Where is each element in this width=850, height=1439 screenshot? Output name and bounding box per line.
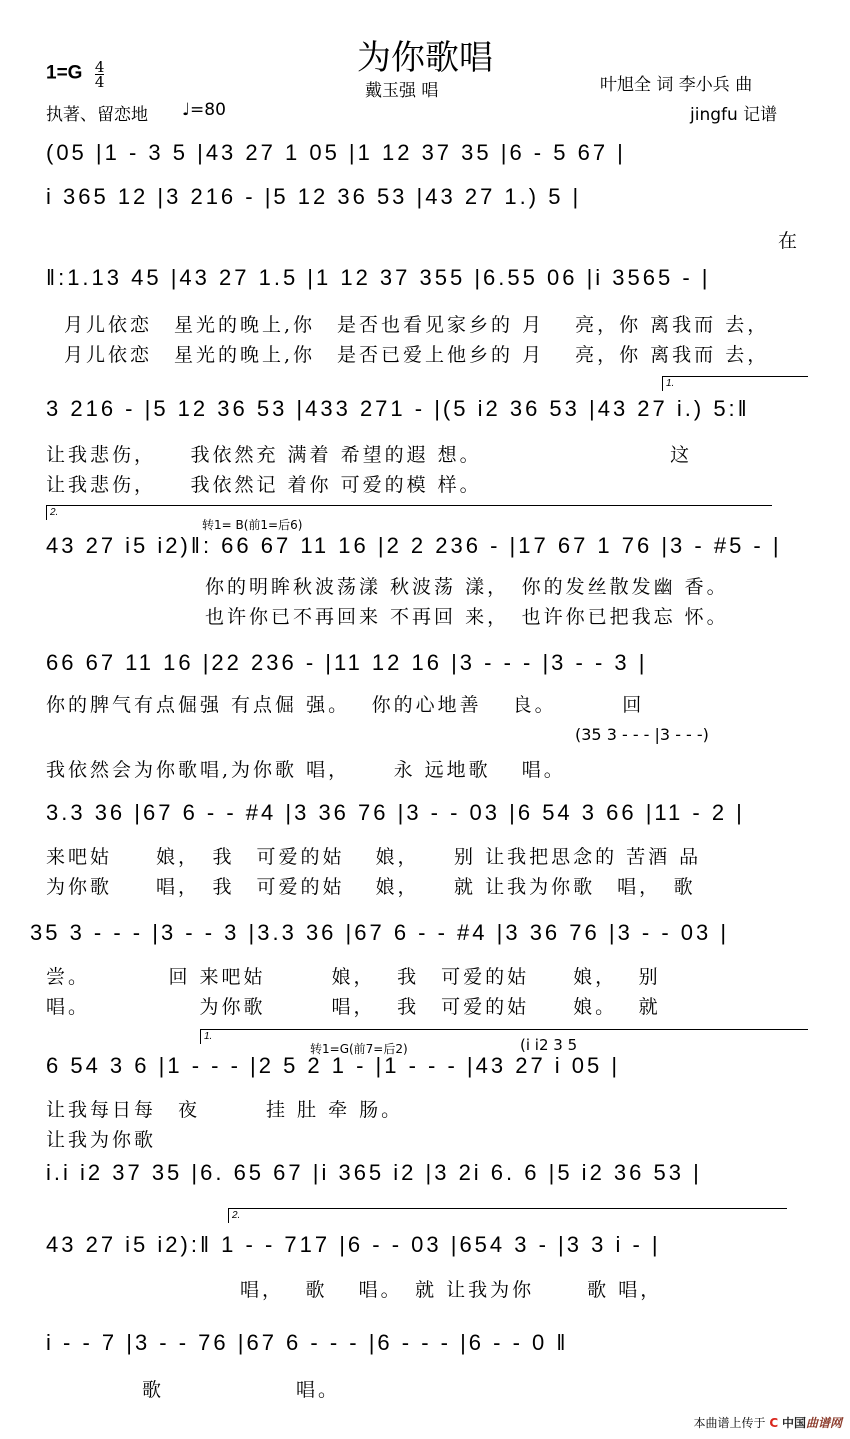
- score-line-8: 35 3 - - - |3 - - 3 |3.3 36 |67 6 - - #4 |3 36 76 |3 - - 03 |: [30, 920, 730, 945]
- score-line-9: 6 54 3 6 |1 - - - |2 5 2 1 - |1 - - - |43 27 i 05 |: [46, 1053, 621, 1078]
- credits: 叶旭全 词 李小兵 曲: [600, 75, 753, 95]
- time-signature: $\frac{4}{4}$: [94, 58, 105, 91]
- song-title: 为你歌唱: [357, 38, 493, 78]
- lyric-line: 你的明眸秋波荡漾 秋波荡 漾， 你的发丝散发幽 香。: [205, 576, 729, 598]
- lyric-line: 月儿依恋 星光的晚上,你 是否已爱上他乡的 月 亮，你 离我而 去，: [64, 344, 770, 366]
- modulation-note: 转1= B(前1=后6): [202, 518, 303, 532]
- footer-credit: [693, 1414, 842, 1431]
- lyric-line: 让我悲伤， 我依然记 着你 可爱的模 样。: [46, 474, 482, 496]
- lyric-line: 为你歌 唱， 我 可爱的姑 娘， 就 让我为你歌 唱， 歌: [46, 876, 696, 898]
- lyric-line: 让我每日每 夜 挂 肚 牵 肠。: [46, 1099, 404, 1121]
- expression: 执著、留恋地: [46, 105, 148, 125]
- score-line-11: 43 27 i5 i2):‖ 1 - - 717 |6 - - 03 |654 3 - |3 3 i - |: [46, 1232, 661, 1257]
- score-line-12: i - - 7 |3 - - 76 |67 6 - - - |6 - - - |6 - - 0 ‖: [46, 1330, 569, 1355]
- lyric-line: 月儿依恋 星光的晚上,你 是否也看见家乡的 月 亮，你 离我而 去，: [64, 314, 770, 336]
- volta-bracket: 1.: [662, 376, 808, 391]
- key-signature: [46, 60, 104, 89]
- site-name-a[interactable]: 中国: [781, 1416, 806, 1430]
- volta-bracket: 2.: [46, 505, 772, 520]
- modulation-note: 转1=G(前7=后2): [310, 1042, 408, 1056]
- transcriber: jingfu 记谱: [690, 105, 778, 125]
- tempo: ♩=80: [182, 100, 226, 120]
- score-line-10: i.i i2 37 35 |6. 65 67 |i 365 i2 |3 2i 6. 6 |5 i2 36 53 |: [46, 1160, 702, 1185]
- site-name-b[interactable]: 曲谱网: [805, 1416, 842, 1430]
- lyric-line: 也许你已不再回来 不再回 来， 也许你已把我忘 怀。: [205, 606, 729, 628]
- score-line-7: 3.3 36 |67 6 - - #4 |3 36 76 |3 - - 03 |6 54 3 66 |11 - 2 |: [46, 800, 745, 825]
- lyric-line: 我依然会为你歌唱,为你歌 唱， 永 远地歌 唱。: [46, 759, 566, 781]
- lyric-line: 唱。 为你歌 唱， 我 可爱的姑 娘。 就: [46, 996, 661, 1018]
- score-line-5: 43 27 i5 i2)‖: 66 67 11 16 |2 2 236 - |17 67 1 76 |3 - #5 - |: [46, 533, 782, 558]
- upload-text: 本曲谱上传于: [693, 1416, 766, 1430]
- lyric-line: 在: [778, 230, 801, 252]
- lyric-line: 来吧姑 娘， 我 可爱的姑 娘， 别 让我把思念的 苦酒 品: [46, 846, 702, 868]
- lyric-line: 让我悲伤， 我依然充 满着 希望的遐 想。 这: [46, 444, 693, 466]
- site-logo-icon: C: [769, 1416, 779, 1430]
- lyric-line: 歌 唱。: [142, 1379, 341, 1401]
- score-line-3: ‖:1.13 45 |43 27 1.5 |1 12 37 355 |6.55 06 |i 3565 - |: [46, 265, 711, 290]
- aside-phrase: (35 3 - - - |3 - - -): [575, 725, 709, 744]
- volta-bracket: 2.: [228, 1208, 787, 1223]
- singer: 戴玉强 唱: [365, 81, 439, 101]
- aside-phrase: (i i2 3 5: [520, 1036, 578, 1054]
- lyric-line: 尝。 回 来吧姑 娘， 我 可爱的姑 娘， 别: [46, 966, 661, 988]
- lyric-line: 唱， 歌 唱。 就 让我为你 歌 唱，: [240, 1279, 663, 1301]
- score-line-1: (05 |1 - 3 5 |43 27 1 05 |1 12 37 35 |6 - 5 67 |: [46, 140, 626, 165]
- lyric-line: 你的脾气有点倔强 有点倔 强。 你的心地善 良。 回: [46, 694, 645, 716]
- volta-bracket: 1.: [200, 1029, 808, 1044]
- key: 1=G: [46, 62, 83, 84]
- score-line-4: 3 216 - |5 12 36 53 |433 271 - |(5 i2 36 53 |43 27 i.) 5:‖: [46, 396, 750, 421]
- score-line-6: 66 67 11 16 |22 236 - |11 12 16 |3 - - - |3 - - 3 |: [46, 650, 648, 675]
- lyric-line: 让我为你歌: [46, 1129, 157, 1151]
- score-line-2: i 365 12 |3 216 - |5 12 36 53 |43 27 1.) 5 |: [46, 184, 582, 209]
